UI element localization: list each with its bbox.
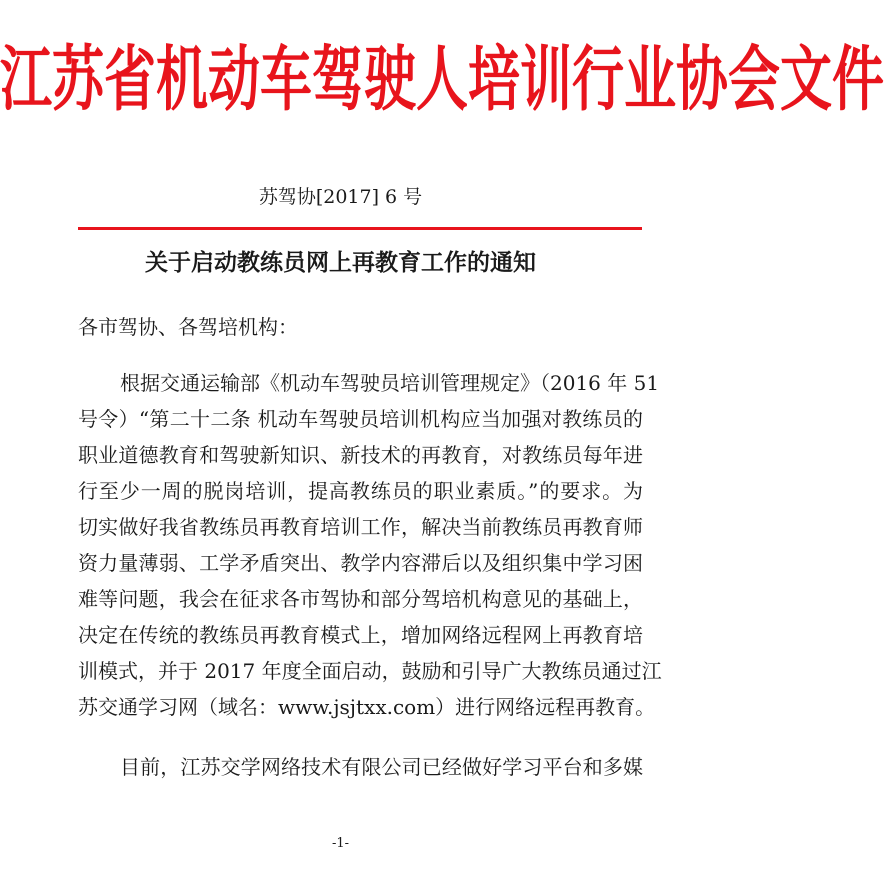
body-line: 职业道德教育和驾驶新知识、新技术的再教育，对教练员每年进 <box>78 443 643 467</box>
body-line: 决定在传统的教练员再教育模式上，增加网络远程网上再教育培 <box>78 623 643 647</box>
body-line: 号令）“第二十二条 机动车驾驶员培训机构应当加强对教练员的 <box>78 407 643 431</box>
body-line: 资力量薄弱、工学矛盾突出、教学内容滞后以及组织集中学习困 <box>78 551 643 575</box>
body-line: 苏交通学习网（域名：www.jsjtxx.com）进行网络远程再教育。 <box>78 695 656 719</box>
body-line: 行至少一周的脱岗培训，提高教练员的职业素质。”的要求。为 <box>78 479 643 503</box>
salutation: 各市驾协、各驾培机构： <box>78 315 298 339</box>
body-line: 根据交通运输部《机动车驾驶员培训管理规定》（2016 年 51 <box>120 371 660 395</box>
document-number: 苏驾协[2017] 6 号 <box>258 186 423 208</box>
body-line: 目前，江苏交学网络技术有限公司已经做好学习平台和多媒 <box>120 755 643 779</box>
body-line: 难等问题，我会在征求各市驾协和部分驾培机构意见的基础上， <box>78 587 643 611</box>
page-number: -1- <box>331 836 350 851</box>
letterhead-title: 江苏省机动车驾驶人培训行业协会文件 <box>0 40 884 122</box>
red-divider-line <box>78 227 642 230</box>
body-line: 训模式，并于 2017 年度全面启动，鼓励和引导广大教练员通过江 <box>78 659 662 683</box>
notice-title: 关于启动教练员网上再教育工作的通知 <box>145 250 536 276</box>
body-line: 切实做好我省教练员再教育培训工作，解决当前教练员再教育师 <box>78 515 643 539</box>
